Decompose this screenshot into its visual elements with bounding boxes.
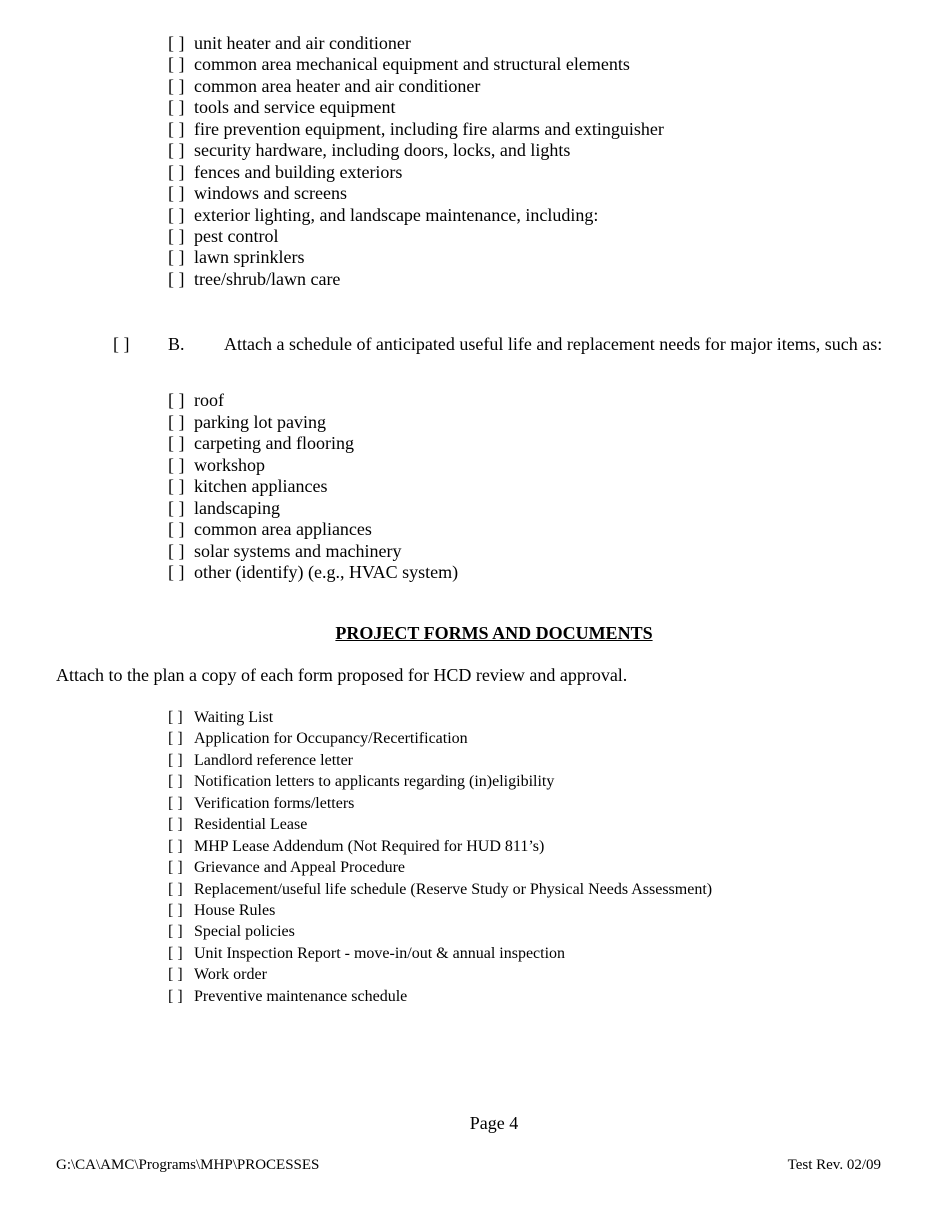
checklist-item-label: roof	[194, 390, 224, 410]
checklist-item-label: exterior lighting, and landscape maintenance, including:	[194, 204, 599, 225]
checklist-item-label: unit heater and air conditioner	[194, 33, 411, 53]
checklist-item-label: fire prevention equipment, including fire alarms and extinguisher	[194, 118, 664, 139]
checkbox[interactable]: [ ]	[168, 204, 185, 225]
checkbox[interactable]: [ ]	[168, 730, 183, 748]
checkbox[interactable]: [ ]	[168, 433, 185, 453]
checklist-item-label: Application for Occupancy/Recertification	[194, 730, 468, 748]
checklist-item	[168, 750, 712, 771]
checklist-item	[168, 541, 458, 563]
checklist-item	[168, 247, 664, 268]
checkbox[interactable]: [ ]	[168, 54, 185, 75]
checklist-item	[168, 76, 664, 97]
checklist-item	[168, 857, 712, 878]
checkbox[interactable]: [ ]	[168, 225, 185, 246]
checklist-item-label: fences and building exteriors	[194, 161, 403, 182]
forms-checklist	[168, 707, 712, 1007]
checklist-item-label: windows and screens	[194, 183, 347, 204]
checklist-item	[168, 498, 458, 520]
checkbox[interactable]: [ ]	[168, 966, 183, 984]
checklist-item-label: parking lot paving	[194, 411, 326, 432]
checkbox[interactable]: [ ]	[168, 454, 185, 475]
checkbox[interactable]: [ ]	[168, 794, 183, 812]
checkbox[interactable]: [ ]	[168, 118, 185, 139]
checklist-item-label: solar systems and machinery	[194, 540, 402, 561]
maintenance-checklist	[168, 33, 664, 290]
checkbox[interactable]: [ ]	[168, 476, 185, 496]
checklist-item-label: Special policies	[194, 923, 295, 941]
checkbox[interactable]: [ ]	[168, 268, 185, 289]
checkbox[interactable]: [ ]	[168, 540, 185, 561]
checklist-item	[168, 814, 712, 835]
checklist-item-label: Verification forms/letters	[194, 794, 355, 812]
checklist-item	[168, 986, 712, 1007]
checkbox[interactable]: [ ]	[168, 183, 185, 204]
checklist-item	[168, 943, 712, 964]
replacement-items-checklist	[168, 390, 458, 584]
checkbox[interactable]: [ ]	[168, 773, 183, 791]
checklist-item	[168, 205, 664, 226]
checkbox[interactable]: [ ]	[168, 751, 183, 769]
checklist-item-label: common area appliances	[194, 519, 372, 539]
checklist-item	[168, 269, 664, 290]
checklist-item	[168, 183, 664, 204]
checklist-item	[168, 97, 664, 118]
checklist-item	[168, 226, 664, 247]
checklist-item	[168, 54, 664, 75]
checkbox[interactable]: [ ]	[168, 859, 183, 877]
checklist-item	[168, 519, 458, 541]
checklist-item	[168, 33, 664, 54]
checklist-item	[168, 964, 712, 985]
checkbox[interactable]: [ ]	[168, 709, 183, 726]
checkbox[interactable]: [ ]	[168, 987, 183, 1005]
checklist-item	[168, 728, 712, 749]
checklist-item	[168, 390, 458, 412]
checkbox[interactable]: [ ]	[168, 33, 185, 53]
checklist-item-label: Waiting List	[194, 709, 274, 726]
checkbox[interactable]: [ ]	[168, 944, 183, 962]
checklist-item-label: Residential Lease	[194, 816, 308, 834]
checklist-item-label: other (identify) (e.g., HVAC system)	[194, 562, 459, 582]
checklist-item	[168, 793, 712, 814]
checklist-item	[168, 455, 458, 477]
checkbox[interactable]: [ ]	[168, 161, 185, 182]
checklist-item	[168, 433, 458, 455]
checklist-item-label: tree/shrub/lawn care	[194, 268, 341, 289]
checklist-item	[168, 412, 458, 434]
checklist-item-label: Landlord reference letter	[194, 751, 354, 769]
checklist-item-label: Preventive maintenance schedule	[194, 987, 408, 1005]
checkbox[interactable]: [ ]	[168, 497, 185, 518]
checklist-item	[168, 119, 664, 140]
revision-label: Test Rev. 02/09	[787, 1157, 881, 1173]
checkbox[interactable]: [ ]	[168, 562, 185, 582]
checkbox[interactable]: [ ]	[168, 411, 185, 432]
checkbox[interactable]: [ ]	[168, 247, 185, 268]
checklist-item-label: MHP Lease Addendum (Not Required for HUD 811’s)	[194, 837, 545, 855]
checklist-item-label: common area heater and air conditioner	[194, 75, 481, 96]
checklist-item-label: lawn sprinklers	[194, 247, 305, 268]
checklist-item-label: Unit Inspection Report - move-in/out & annual inspection	[194, 944, 566, 962]
item-b-checkbox[interactable]: [ ]	[113, 334, 130, 354]
checklist-item	[168, 162, 664, 183]
checklist-item	[168, 771, 712, 792]
checklist-item-label: tools and service equipment	[194, 97, 396, 118]
checklist-item	[168, 476, 458, 498]
checklist-item-label: kitchen appliances	[194, 476, 328, 496]
checklist-item-label: pest control	[194, 225, 279, 246]
checklist-item-label: workshop	[194, 454, 265, 475]
checklist-item-label: carpeting and flooring	[194, 433, 354, 453]
section-intro: Attach to the plan a copy of each form proposed for HCD review and approval.	[56, 665, 628, 685]
checkbox[interactable]: [ ]	[168, 837, 183, 855]
checklist-item-label: Replacement/useful life schedule (Reserve Study or Physical Needs Assessment)	[194, 880, 713, 898]
checkbox[interactable]: [ ]	[168, 390, 185, 410]
checklist-item	[168, 707, 712, 728]
page-number: Page 4	[469, 1113, 519, 1133]
checklist-item	[168, 879, 712, 900]
checkbox[interactable]: [ ]	[168, 140, 185, 161]
checklist-item-label: landscaping	[194, 497, 280, 518]
checkbox[interactable]: [ ]	[168, 97, 185, 118]
checklist-item-label: common area mechanical equipment and structural elements	[194, 54, 630, 75]
checklist-item	[168, 140, 664, 161]
checklist-item	[168, 562, 458, 584]
checkbox[interactable]: [ ]	[168, 901, 183, 919]
checkbox[interactable]: [ ]	[168, 880, 183, 898]
checkbox[interactable]: [ ]	[168, 816, 183, 834]
item-b-text: Attach a schedule of anticipated useful life and replacement needs for major items, such as:	[224, 334, 883, 354]
checklist-item	[168, 836, 712, 857]
checklist-item	[168, 900, 712, 921]
checklist-item-label: Grievance and Appeal Procedure	[194, 859, 406, 877]
section-heading: PROJECT FORMS AND DOCUMENTS	[335, 623, 653, 643]
checklist-item-label: House Rules	[194, 901, 276, 919]
checklist-item-label: Notification letters to applicants regarding (in)eligibility	[194, 773, 555, 791]
item-b-letter: B.	[168, 334, 185, 354]
checkbox[interactable]: [ ]	[168, 519, 185, 539]
checklist-item	[168, 921, 712, 942]
checklist-item-label: Work order	[194, 966, 267, 984]
file-path: G:\CA\AMC\Programs\MHP\PROCESSES	[56, 1157, 320, 1173]
checkbox[interactable]: [ ]	[168, 923, 183, 941]
checkbox[interactable]: [ ]	[168, 75, 185, 96]
checklist-item-label: security hardware, including doors, locks, and lights	[194, 140, 571, 161]
